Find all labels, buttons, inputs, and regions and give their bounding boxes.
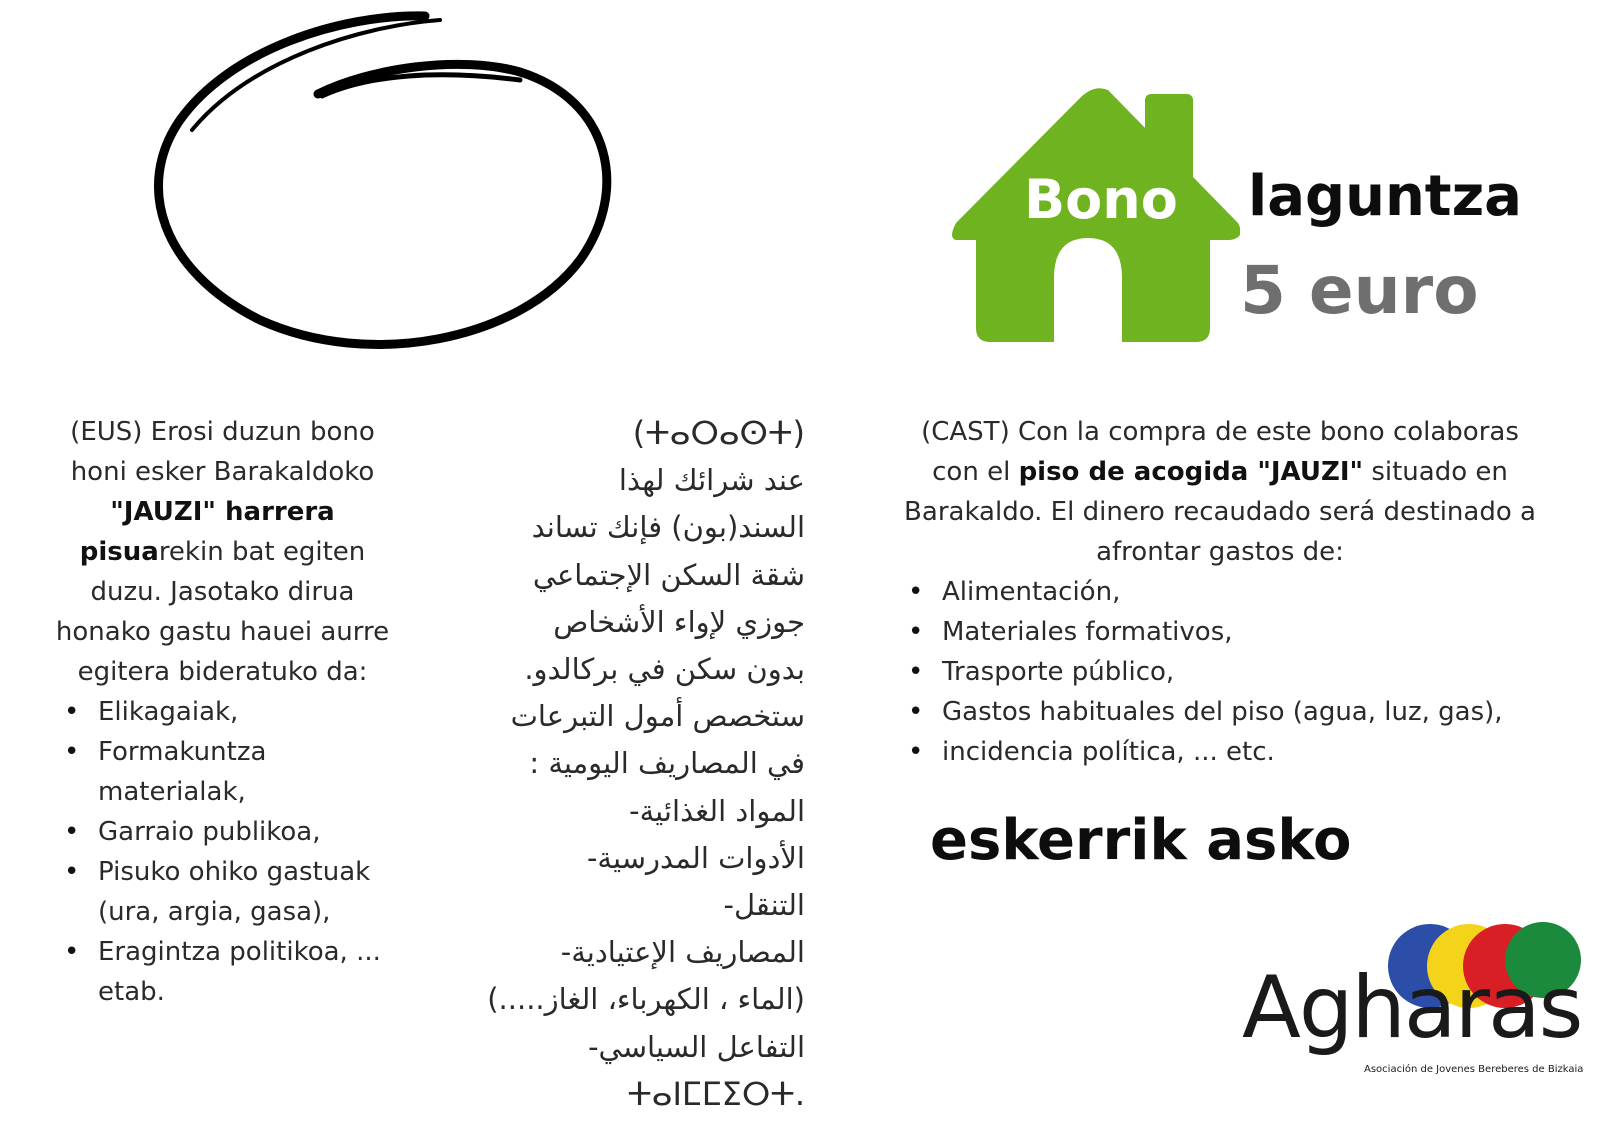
- arabic-line: عند شرائك لهذا: [618, 463, 805, 498]
- arabic-line: السند(بون) فإنك تساند: [531, 510, 805, 545]
- basque-intro-bold: "JAUZI" harrera pisua: [79, 497, 335, 567]
- spanish-list: [900, 572, 1540, 772]
- arabic-line: جوزي لإواء الأشخاص: [553, 604, 805, 639]
- list-item: • Garraio publikoa,: [98, 812, 395, 852]
- basque-intro: [50, 412, 395, 692]
- basque-section: [50, 412, 395, 1012]
- list-item: • Elikagaiak,: [98, 692, 395, 732]
- bono-label: Bono: [1024, 168, 1178, 231]
- tifinagh-closing: ⵜⴰⵏⵎⵎⵉⵔⵜ.: [627, 1074, 805, 1113]
- laguntza-title: laguntza: [1248, 164, 1522, 229]
- thanks-text: eskerrik asko: [930, 808, 1352, 873]
- list-item: • Eragintza politikoa, ... etab.: [98, 932, 395, 1012]
- spanish-section: [900, 412, 1540, 772]
- list-item: • Pisuko ohiko gastuak (ura, argia, gasa),: [98, 852, 395, 932]
- spanish-intro-bold: piso de acogida "JAUZI": [1018, 457, 1364, 487]
- basque-list: [50, 692, 395, 1012]
- arabic-line: (الماء ، الكهرباء، الغاز.....): [487, 982, 805, 1017]
- list-item: • Formakuntza materialak,: [98, 732, 395, 812]
- list-item: • Materiales formativos,: [942, 612, 1540, 652]
- agharas-logo-tagline: Asociación de Jovenes Bereberes de Bizkaia: [1364, 1064, 1584, 1075]
- list-item: • Trasporte público,: [942, 652, 1540, 692]
- basque-intro-text: (EUS) Erosi duzun bono honi esker Barakaldoko: [70, 417, 375, 487]
- amount-label: 5 euro: [1240, 252, 1479, 329]
- hand-drawn-circle: [140, 10, 620, 370]
- arabic-line: بدون سكن في بركالدو.: [524, 652, 805, 687]
- arabic-line: المصاريف الإعتيادية-: [560, 935, 805, 970]
- arabic-line: التنقل-: [723, 888, 805, 923]
- spanish-intro: [900, 412, 1540, 572]
- arabic-line: الأدوات المدرسية-: [586, 840, 805, 875]
- basque-intro-text-2: rekin bat egiten duzu. Jasotako dirua honako gastu hauei aurre egitera bideratuko da:: [55, 537, 390, 687]
- arabic-line: التفاعل السياسي-: [588, 1029, 805, 1064]
- tifinagh-title: (ⵜⴰⵔⴰⵙⵜ): [632, 414, 805, 452]
- arabic-line: ستخصص أمول التبرعات: [510, 699, 805, 734]
- arabic-line: شقة السكن الإجتماعي: [532, 557, 805, 592]
- arabic-section: [440, 410, 805, 1118]
- list-item: • incidencia política, ... etc.: [942, 732, 1540, 772]
- spanish-intro-text-2: situado en Barakaldo. El dinero recaudado será destinado a afrontar gastos de:: [904, 457, 1536, 567]
- list-item: • Gastos habituales del piso (agua, luz, gas),: [942, 692, 1540, 732]
- arabic-line: المواد الغذائية-: [629, 793, 805, 828]
- agharas-logo-name: Agharas: [1242, 958, 1582, 1058]
- spanish-intro-text: (CAST) Con la compra de este bono colaboras con el: [921, 417, 1519, 487]
- arabic-line: في المصاريف اليومية :: [529, 746, 805, 781]
- list-item: • Alimentación,: [942, 572, 1540, 612]
